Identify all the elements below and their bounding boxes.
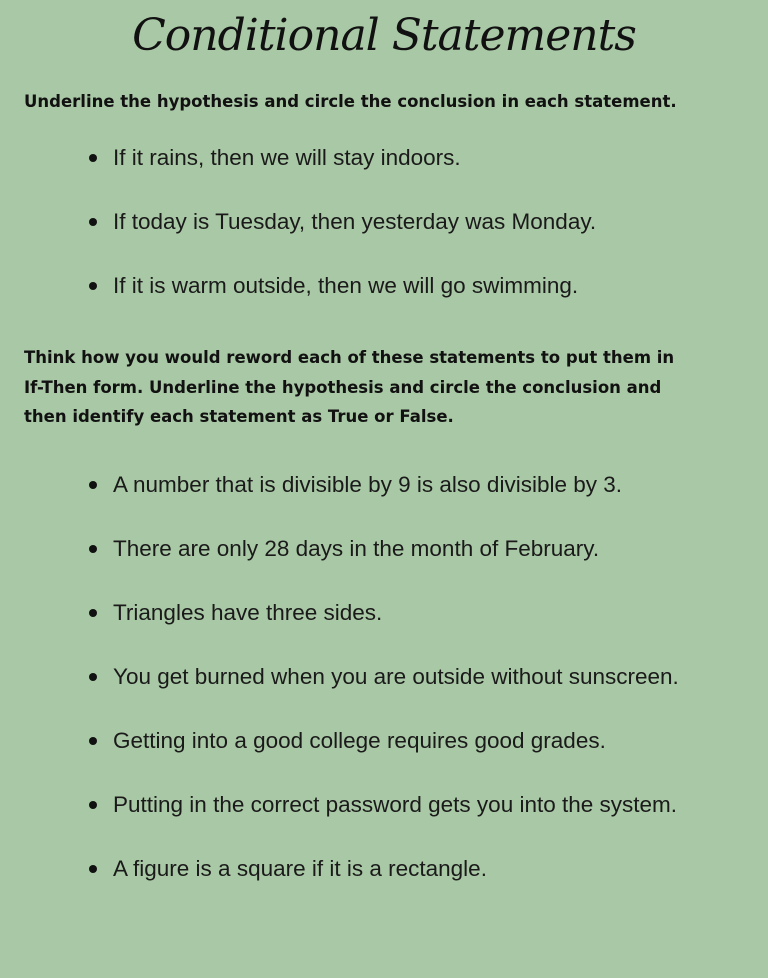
list-item: Putting in the correct password gets you into the system. bbox=[87, 790, 679, 854]
section1-instruction: Underline the hypothesis and circle the conclusion in each statement. bbox=[24, 92, 677, 111]
list-item: If it is warm outside, then we will go swimming. bbox=[87, 271, 596, 335]
section2-instruction-line: Think how you would reword each of these statements to put them in bbox=[24, 348, 675, 367]
list-item: A number that is divisible by 9 is also divisible by 3. bbox=[87, 470, 679, 534]
section2-instruction-line: then identify each statement as True or False. bbox=[24, 407, 454, 426]
section2-instruction-line: If-Then form. Underline the hypothesis and circle the conclusion and bbox=[24, 377, 662, 397]
section2-instruction bbox=[24, 343, 724, 432]
page-title: Conditional Statements bbox=[132, 10, 636, 61]
section2-statement-list bbox=[87, 470, 679, 918]
list-item: A figure is a square if it is a rectangle. bbox=[87, 854, 679, 918]
list-item: If it rains, then we will stay indoors. bbox=[87, 143, 596, 207]
list-item: You get burned when you are outside without sunscreen. bbox=[87, 662, 679, 726]
list-item: Triangles have three sides. bbox=[87, 598, 679, 662]
list-item: If today is Tuesday, then yesterday was Monday. bbox=[87, 207, 596, 271]
list-item: There are only 28 days in the month of February. bbox=[87, 534, 679, 598]
section1-statement-list bbox=[87, 143, 596, 335]
list-item: Getting into a good college requires good grades. bbox=[87, 726, 679, 790]
